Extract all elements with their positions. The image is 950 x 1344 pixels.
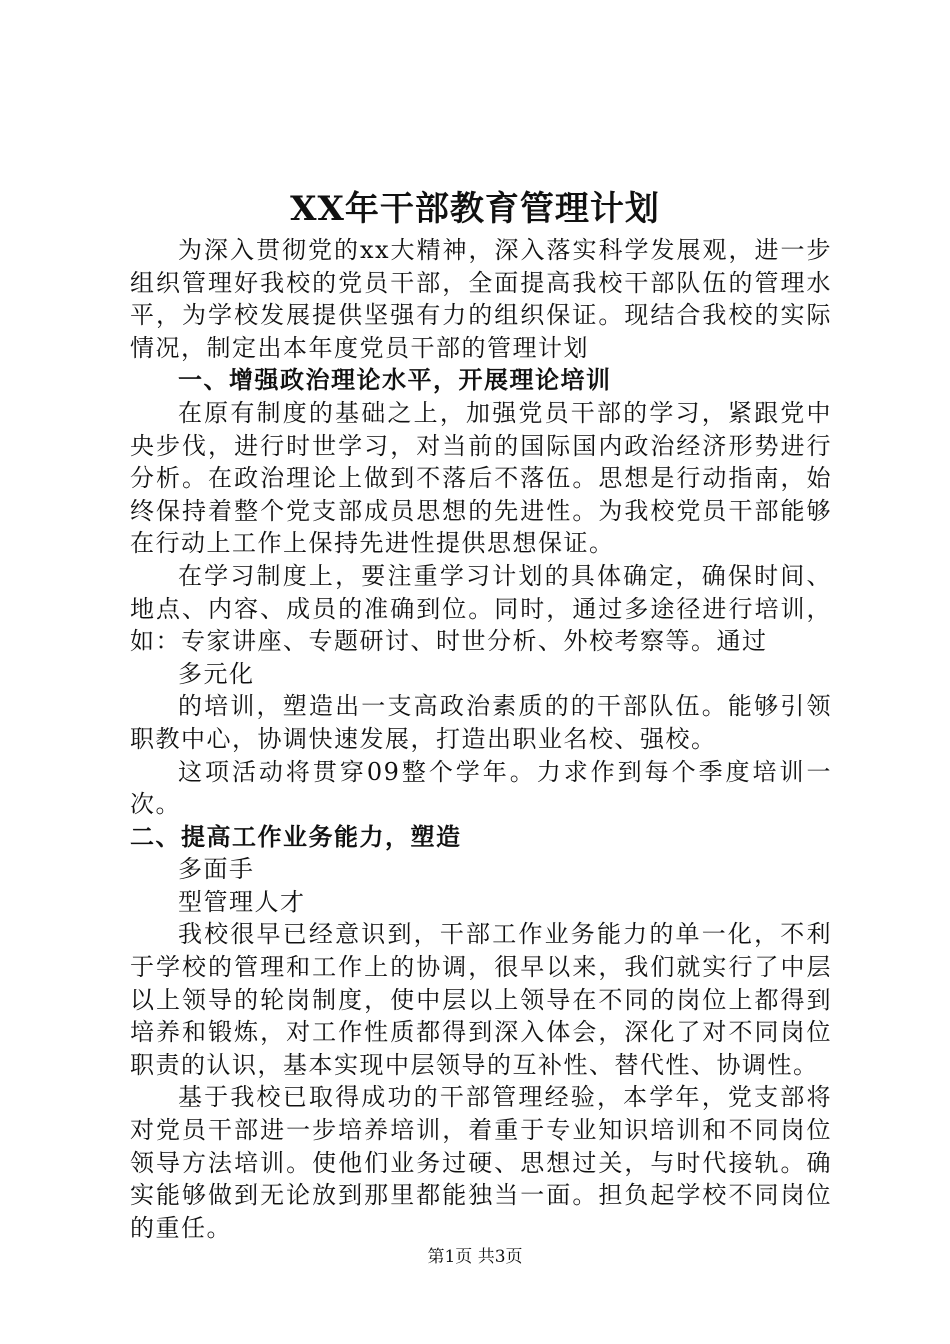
page-footer: 第1页 共3页 — [427, 1247, 523, 1267]
paragraph: 在原有制度的基础之上，加强党员干部的学习，紧跟党中央步伐，进行时世学习，对当前的国际国内政治经济形势进行分析。在政治理论上做到不落后不落伍。思想是行动指南，始终保持着整个党支部成员思想的先进性。为我校党员干部能够在行动上工作上保持先进性提供思想保证。 — [130, 398, 832, 558]
document-body — [130, 234, 832, 1244]
document-title: XX年干部教育管理计划 — [290, 189, 660, 229]
paragraph: 我校很早已经意识到，干部工作业务能力的单一化，不利于学校的管理和工作上的协调，很早以来，我们就实行了中层以上领导的轮岗制度，使中层以上领导在不同的岗位上都得到培养和锻炼，对工作性质都得到深入体会，深化了对不同岗位职责的认识，基本实现中层领导的互补性、替代性、协调性。 — [130, 920, 832, 1079]
paragraph: 基于我校已取得成功的干部管理经验，本学年，党支部将对党员干部进一步培养培训，着重于专业知识培训和不同岗位领导方法培训。使他们业务过硬、思想过关，与时代接轨。确实能够做到无论放到那里都能独当一面。担负起学校不同岗位的重任。 — [130, 1083, 832, 1242]
section-heading-2: 二、提高工作业务能力，塑造 — [130, 821, 462, 851]
paragraph: 多元化 — [178, 659, 255, 688]
paragraph: 的培训，塑造出一支高政治素质的的干部队伍。能够引领职教中心，协调快速发展，打造出职业名校、强校。 — [130, 692, 832, 753]
paragraph: 在学习制度上，要注重学习计划的具体确定，确保时间、地点、内容、成员的准确到位。同时，通过多途径进行培训，如：专家讲座、专题研讨、时世分析、外校考察等。通过 — [130, 561, 832, 656]
section-heading-1: 一、增强政治理论水平，开展理论培训 — [178, 365, 612, 395]
paragraph: 型管理人才 — [178, 887, 306, 916]
paragraph-intro: 为深入贯彻党的xx大精神，深入落实科学发展观，进一步组织管理好我校的党员干部，全面提高我校干部队伍的管理水平，为学校发展提供坚强有力的组织保证。现结合我校的实际情况，制定出本年度党员干部的管理计划 — [130, 236, 832, 362]
paragraph: 这项活动将贯穿09整个学年。力求作到每个季度培训一次。 — [130, 757, 832, 819]
paragraph: 多面手 — [178, 855, 255, 884]
